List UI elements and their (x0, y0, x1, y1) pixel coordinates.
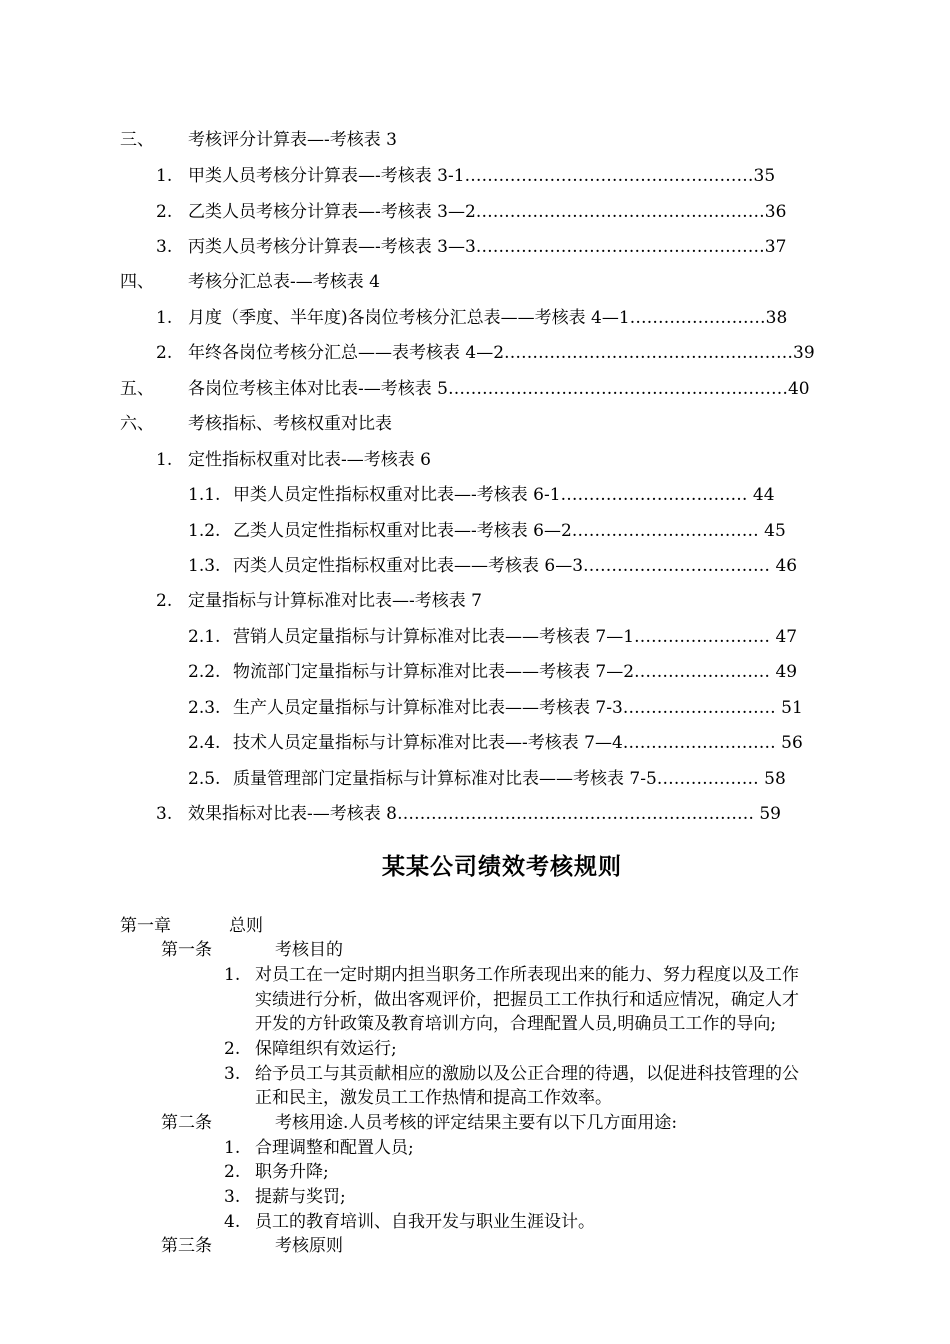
toc-text: 质量管理部门定量指标与计算标准对比表——考核表 7-5……………… 58 (233, 769, 786, 789)
list-number: 4. (224, 1212, 241, 1232)
toc-number: 1. (156, 308, 173, 328)
list-number: 1. (224, 1138, 241, 1158)
toc-number: 3. (156, 237, 173, 257)
list-text: 合理调整和配置人员; (255, 1138, 414, 1158)
toc-number: 1.1. (188, 485, 221, 505)
toc-number: 2.4. (188, 733, 221, 753)
toc-text: 丙类人员考核分计算表—-考核表 3—3……………………………………………37 (188, 237, 787, 257)
toc-number: 2. (156, 591, 173, 611)
toc-number: 2.3. (188, 698, 221, 718)
toc-text: 年终各岗位考核分汇总——表考核表 4—2……………………………………………39 (188, 343, 815, 363)
list-text: 对员工在一定时期内担当职务工作所表现出来的能力、努力程度以及工作 (255, 965, 799, 985)
toc-number: 1. (156, 450, 173, 470)
list-text: 正和民主，激发员工工作热情和提高工作效率。 (255, 1088, 612, 1108)
toc-text: 营销人员定量指标与计算标准对比表——考核表 7—1…………………… 47 (233, 627, 798, 647)
toc-text: 生产人员定量指标与计算标准对比表——考核表 7-3……………………… 51 (233, 698, 803, 718)
list-number: 2. (224, 1162, 241, 1182)
article-title: 考核原则 (275, 1236, 343, 1256)
list-text: 保障组织有效运行; (255, 1039, 397, 1059)
toc-text: 定量指标与计算标准对比表—-考核表 7 (188, 591, 482, 611)
toc-number: 2. (156, 343, 173, 363)
toc-text: 各岗位考核主体对比表-—考核表 5……………………………………………………40 (188, 379, 810, 399)
toc-text: 月度（季度、半年度)各岗位考核分汇总表——考核表 4—1……………………38 (188, 308, 788, 328)
toc-text: 甲类人员定性指标权重对比表—-考核表 6-1…………………………… 44 (233, 485, 775, 505)
toc-number: 六、 (120, 414, 154, 434)
article-title: 考核用途.人员考核的评定结果主要有以下几方面用途: (275, 1113, 678, 1133)
chapter-number: 第一章 (120, 916, 171, 936)
list-text: 员工的教育培训、自我开发与职业生涯设计。 (255, 1212, 595, 1232)
toc-text: 丙类人员定性指标权重对比表——考核表 6—3…………………………… 46 (233, 556, 798, 576)
toc-number: 五、 (120, 379, 154, 399)
list-number: 1. (224, 965, 241, 985)
toc-text: 考核指标、考核权重对比表 (188, 414, 392, 434)
toc-number: 2.5. (188, 769, 221, 789)
list-text: 开发的方针政策及教育培训方向，合理配置人员,明确员工工作的导向; (255, 1014, 777, 1034)
article-number: 第二条 (161, 1113, 212, 1133)
toc-number: 1. (156, 166, 173, 186)
toc-number: 四、 (120, 272, 154, 292)
toc-text: 考核分汇总表-—考核表 4 (188, 272, 380, 292)
article-number: 第三条 (161, 1236, 212, 1256)
article-number: 第一条 (161, 940, 212, 960)
toc-text: 技术人员定量指标与计算标准对比表—-考核表 7—4……………………… 56 (233, 733, 803, 753)
toc-number: 1.3. (188, 556, 221, 576)
list-text: 职务升降; (255, 1162, 329, 1182)
toc-text: 定性指标权重对比表-—考核表 6 (188, 450, 431, 470)
toc-text: 效果指标对比表-—考核表 8……………………………………………………… 59 (188, 804, 781, 824)
toc-number: 2. (156, 202, 173, 222)
toc-text: 乙类人员定性指标权重对比表—-考核表 6—2…………………………… 45 (233, 521, 786, 541)
toc-number: 2.1. (188, 627, 221, 647)
chapter-title: 总则 (229, 916, 263, 936)
toc-number: 三、 (120, 130, 154, 150)
toc-number: 1.2. (188, 521, 221, 541)
toc-number: 3. (156, 804, 173, 824)
toc-number: 2.2. (188, 662, 221, 682)
list-number: 3. (224, 1064, 241, 1084)
toc-text: 乙类人员考核分计算表—-考核表 3—2……………………………………………36 (188, 202, 787, 222)
list-number: 3. (224, 1187, 241, 1207)
list-text: 实绩进行分析，做出客观评价，把握员工工作执行和适应情况，确定人才 (255, 990, 799, 1010)
list-number: 2. (224, 1039, 241, 1059)
toc-text: 考核评分计算表—-考核表 3 (188, 130, 397, 150)
document-title: 某某公司绩效考核规则 (382, 854, 622, 880)
toc-text: 物流部门定量指标与计算标准对比表——考核表 7—2…………………… 49 (233, 662, 798, 682)
list-text: 提薪与奖罚; (255, 1187, 346, 1207)
list-text: 给予员工与其贡献相应的激励以及公正合理的待遇，以促进科技管理的公 (255, 1064, 799, 1084)
toc-text: 甲类人员考核分计算表—-考核表 3-1……………………………………………35 (188, 166, 776, 186)
article-title: 考核目的 (275, 940, 343, 960)
